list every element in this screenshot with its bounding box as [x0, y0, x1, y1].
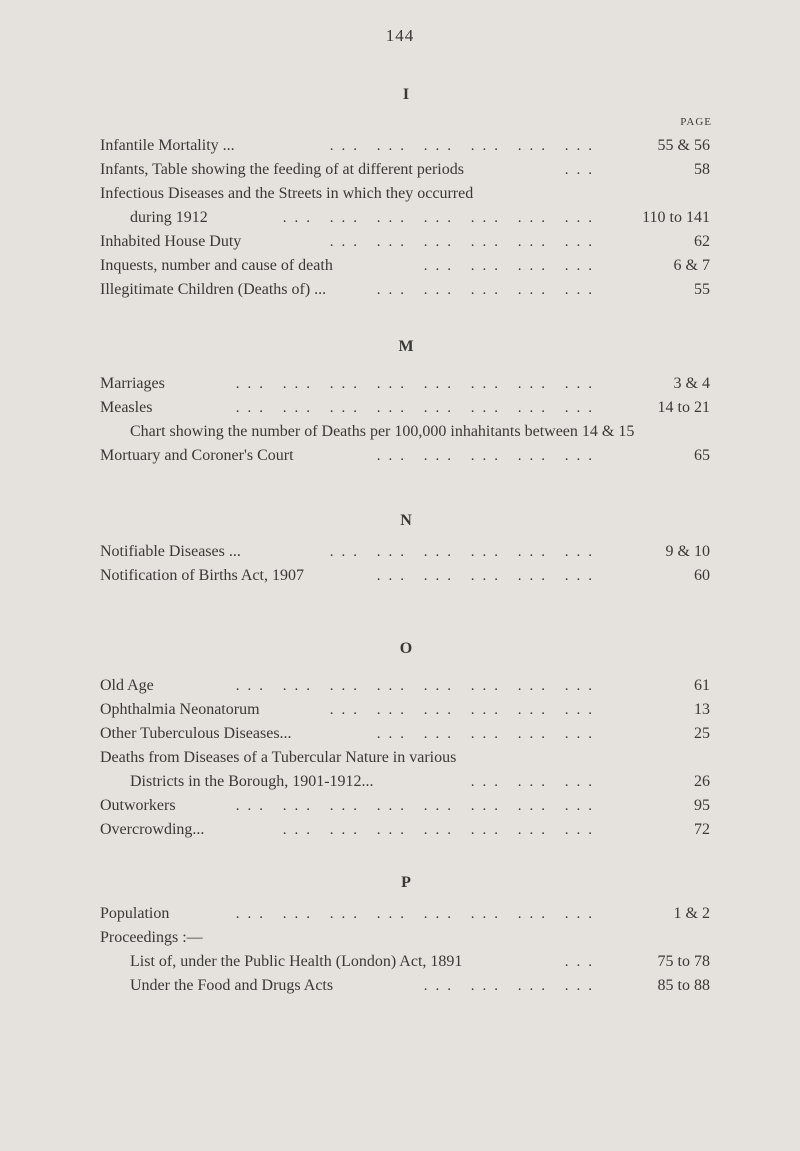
- entry-label: Outworkers: [100, 797, 176, 814]
- section-letter: O: [399, 640, 413, 657]
- dot-leader: ... ... ... ... ... ... ... ...: [235, 678, 600, 694]
- dot-leader: ... ... ... ... ... ... ... ...: [235, 400, 600, 416]
- entry-label: Notifiable Diseases ...: [100, 543, 241, 560]
- entry-page: 62: [694, 233, 710, 250]
- entry-label: Mortuary and Coroner's Court: [100, 447, 294, 464]
- entry-page: 6 & 7: [673, 257, 710, 274]
- entry-label: Under the Food and Drugs Acts: [130, 977, 334, 994]
- page-column-heading: PAGE: [680, 116, 712, 128]
- entry-label: Overcrowding...: [100, 821, 205, 838]
- dot-leader: ... ... ... ... ...: [376, 282, 600, 298]
- index-entry: [0, 372, 800, 396]
- entry-page: 26: [694, 773, 710, 790]
- dot-leader: ... ... ... ... ... ... ... ...: [235, 906, 600, 922]
- index-subentry: [0, 950, 800, 974]
- index-entry: [0, 564, 800, 588]
- entry-page: 13: [694, 701, 710, 718]
- dot-leader: ... ... ... ... ... ... ...: [282, 822, 600, 838]
- entry-page: 1 & 2: [673, 905, 710, 922]
- entry-label: Other Tuberculous Diseases...: [100, 725, 292, 742]
- entry-label: Measles: [100, 399, 153, 416]
- index-entry: [0, 722, 800, 746]
- dot-leader: ... ... ... ... ...: [376, 568, 600, 584]
- entry-label: Population: [100, 905, 170, 922]
- index-entry: [0, 794, 800, 818]
- entry-label: Marriages: [100, 375, 165, 392]
- index-entry: [0, 230, 800, 254]
- entry-label: Districts in the Borough, 1901-1912...: [130, 773, 374, 790]
- entry-page: 95: [694, 797, 710, 814]
- index-entry: [0, 134, 800, 158]
- index-subentry: [0, 420, 800, 444]
- entry-page: 110 to 141: [642, 209, 710, 226]
- entry-page: 14 to 21: [657, 399, 710, 416]
- section-letter: N: [400, 512, 412, 529]
- entry-label: Ophthalmia Neonatorum: [100, 701, 260, 718]
- entry-label: Infantile Mortality ...: [100, 137, 235, 154]
- dot-leader: ... ... ...: [470, 774, 600, 790]
- page-number: 144: [385, 26, 415, 45]
- entry-label: Chart showing the number of Deaths per 100,000 inhahitants between 14 & 15: [130, 423, 635, 440]
- section-letter: I: [402, 86, 410, 103]
- entry-page: 3 & 4: [673, 375, 710, 392]
- index-entry-continued: [0, 770, 800, 794]
- entry-label: Deaths from Diseases of a Tubercular Nature in various: [100, 749, 457, 766]
- entry-label: List of, under the Public Health (London) Act, 1891: [130, 953, 463, 970]
- dot-leader: ...: [564, 162, 600, 178]
- entry-page: 60: [694, 567, 710, 584]
- entry-page: 55: [694, 281, 710, 298]
- entry-label: Inquests, number and cause of death: [100, 257, 333, 274]
- dot-leader: ... ... ... ... ... ...: [329, 138, 600, 154]
- section-letter: M: [398, 338, 414, 355]
- index-entry: [0, 902, 800, 926]
- entry-label: Old Age: [100, 677, 154, 694]
- entry-label: Inhabited House Duty: [100, 233, 242, 250]
- dot-leader: ... ... ... ... ... ...: [329, 544, 600, 560]
- entry-page: 85 to 88: [657, 977, 710, 994]
- entry-page: 61: [694, 677, 710, 694]
- dot-leader: ... ... ... ... ...: [376, 448, 600, 464]
- index-entry: [0, 396, 800, 420]
- entry-label: Proceedings :—: [100, 929, 203, 946]
- index-entry: [0, 182, 800, 206]
- section-letter: P: [401, 874, 411, 891]
- entry-page: 55 & 56: [657, 137, 710, 154]
- entry-page: 65: [694, 447, 710, 464]
- entry-page: 9 & 10: [665, 543, 710, 560]
- dot-leader: ... ... ... ...: [423, 258, 600, 274]
- entry-page: 25: [694, 725, 710, 742]
- index-subentry: [0, 974, 800, 998]
- index-entry: [0, 444, 800, 468]
- entry-page: 75 to 78: [657, 953, 710, 970]
- index-entry: [0, 698, 800, 722]
- entry-label: Infants, Table showing the feeding of at different periods: [100, 161, 464, 178]
- index-entry: [0, 158, 800, 182]
- dot-leader: ... ... ... ...: [423, 978, 600, 994]
- entry-label: Notification of Births Act, 1907: [100, 567, 304, 584]
- dot-leader: ... ... ... ... ... ...: [329, 234, 600, 250]
- entry-page: 72: [694, 821, 710, 838]
- index-entry: [0, 254, 800, 278]
- index-entry: [0, 818, 800, 842]
- dot-leader: ... ... ... ... ... ... ... ...: [235, 798, 600, 814]
- entry-label: Illegitimate Children (Deaths of) ...: [100, 281, 327, 298]
- entry-label: during 1912: [130, 209, 208, 226]
- index-entry: [0, 674, 800, 698]
- dot-leader: ... ... ... ... ... ...: [329, 702, 600, 718]
- dot-leader: ...: [564, 954, 600, 970]
- dot-leader: ... ... ... ... ... ... ... ...: [235, 376, 600, 392]
- index-entry-continued: [0, 206, 800, 230]
- index-entry: [0, 926, 800, 950]
- entry-label: Infectious Diseases and the Streets in which they occurred: [100, 185, 474, 202]
- index-entry: [0, 746, 800, 770]
- index-entry: [0, 540, 800, 564]
- index-entry: [0, 278, 800, 302]
- dot-leader: ... ... ... ... ... ... ...: [282, 210, 600, 226]
- entry-page: 58: [694, 161, 710, 178]
- dot-leader: ... ... ... ... ...: [376, 726, 600, 742]
